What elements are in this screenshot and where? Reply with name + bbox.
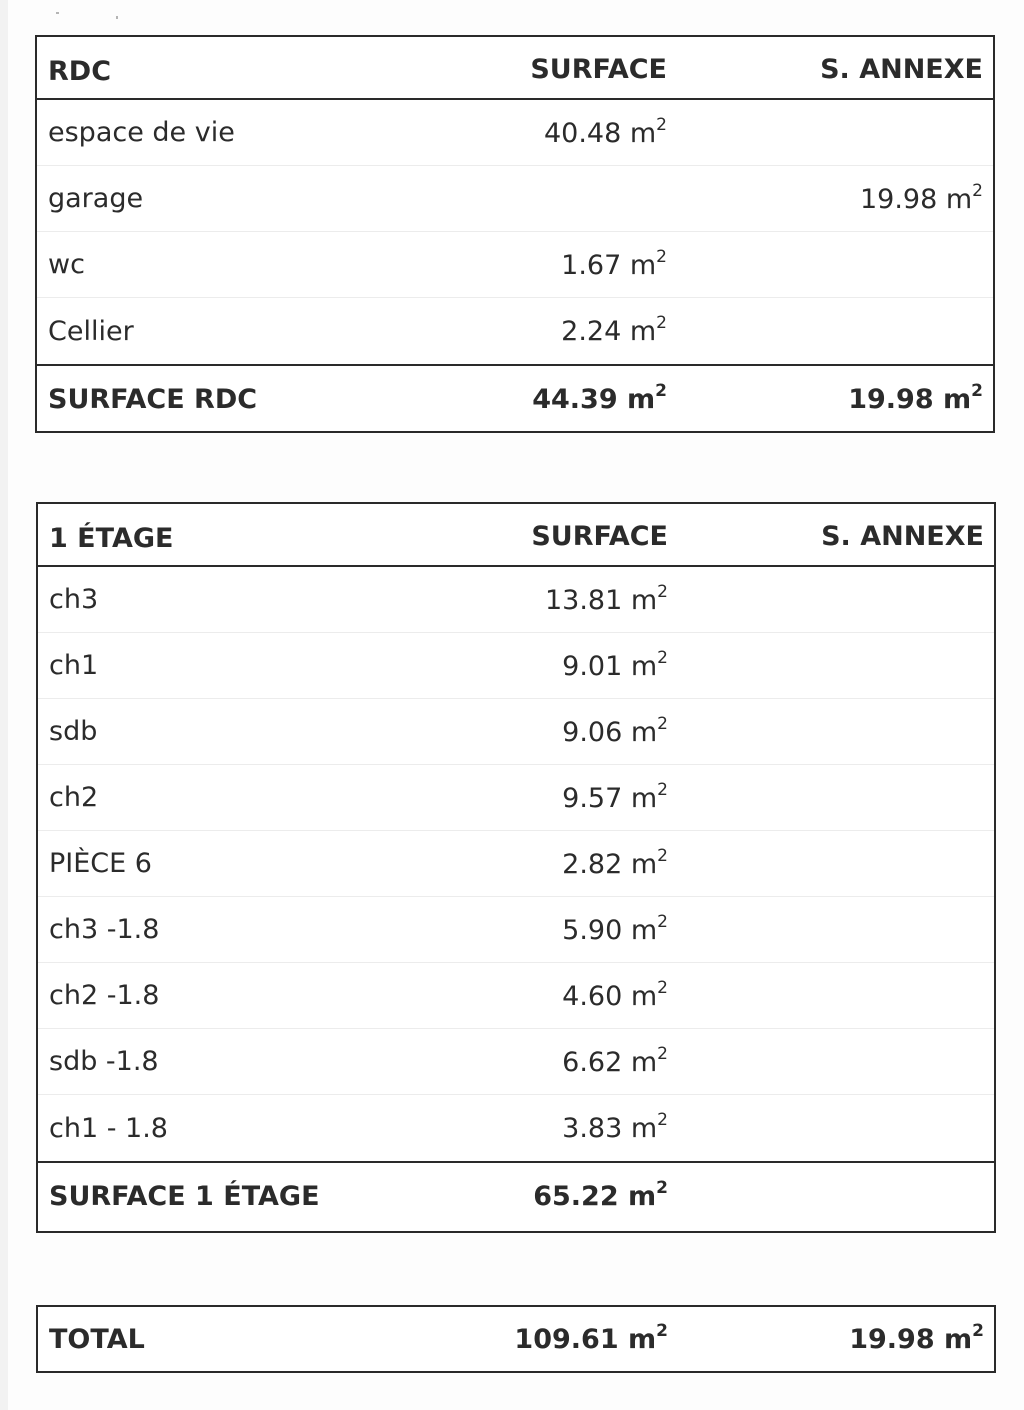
etage-table	[36, 502, 996, 1233]
room-surface: 2.82 $m^2$	[562, 845, 668, 880]
table-row	[38, 699, 994, 765]
room-surface: 5.90 $m^2$	[562, 911, 668, 946]
room-surface: 2.24 $m^2$	[561, 313, 667, 347]
footer-surface: 44.39 $m^2$	[532, 381, 667, 415]
room-name: sdb	[49, 716, 98, 747]
room-name: ch1 - 1.8	[49, 1112, 168, 1144]
room-surface: 13.81 $m^2$	[544, 581, 668, 616]
footer-surface: 65.22 $m^2$	[533, 1178, 668, 1212]
total-surface: 109.61 $m^2$	[514, 1321, 668, 1355]
room-name: espace de vie	[48, 117, 235, 148]
header-surface: SURFACE	[531, 521, 668, 552]
table-header-row	[37, 37, 993, 100]
table-footer-row	[37, 364, 993, 432]
table-row	[37, 298, 993, 364]
room-surface: 4.60 $m^2$	[562, 977, 668, 1012]
footer-label: SURFACE 1 ÉTAGE	[49, 1180, 320, 1212]
footer-label: SURFACE RDC	[48, 383, 258, 415]
room-surface: 1.67 $m^2$	[561, 246, 667, 281]
total-table	[36, 1305, 996, 1373]
footer-annexe: 19.98 $m^2$	[848, 381, 983, 415]
total-row	[38, 1307, 994, 1371]
room-annexe: 19.98 $m^2$	[859, 180, 983, 215]
room-name: ch2	[49, 782, 99, 813]
room-surface: 40.48 $m^2$	[543, 114, 667, 149]
table-row	[38, 897, 994, 963]
room-surface: 9.01 $m^2$	[562, 647, 668, 682]
header-level: RDC	[48, 56, 112, 87]
room-name: PIÈCE 6	[49, 848, 152, 879]
scan-edge-shadow	[0, 0, 8, 1410]
room-name: Cellier	[48, 315, 134, 347]
scan-speck	[56, 12, 59, 14]
table-row	[38, 963, 994, 1029]
table-row	[38, 1029, 994, 1095]
table-row	[38, 633, 994, 699]
table-row	[38, 567, 994, 633]
rdc-table	[35, 35, 995, 433]
header-level: 1 ÉTAGE	[49, 523, 174, 554]
etage-rows	[38, 567, 994, 1161]
room-surface: 3.83 $m^2$	[562, 1110, 668, 1144]
table-row	[38, 831, 994, 897]
room-name: ch1	[49, 650, 99, 681]
total-annexe: 19.98 $m^2$	[849, 1321, 984, 1355]
rdc-rows	[37, 100, 993, 364]
room-name: wc	[48, 249, 85, 280]
table-row	[38, 765, 994, 831]
room-name: sdb -1.8	[49, 1046, 159, 1077]
header-surface: SURFACE	[530, 54, 667, 85]
room-name: ch2 -1.8	[49, 980, 160, 1011]
table-footer-row	[38, 1161, 994, 1229]
room-name: garage	[48, 183, 144, 214]
scan-speck	[116, 16, 118, 19]
total-label: TOTAL	[49, 1323, 145, 1355]
room-surface: 9.06 $m^2$	[562, 713, 668, 748]
room-surface: 6.62 $m^2$	[562, 1043, 668, 1078]
room-surface: 9.57 $m^2$	[562, 779, 668, 814]
room-name: ch3	[49, 584, 99, 615]
room-name: ch3 -1.8	[49, 914, 160, 945]
table-row	[37, 166, 993, 232]
header-annexe: S. ANNEXE	[820, 54, 983, 85]
header-annexe: S. ANNEXE	[821, 521, 984, 552]
table-row	[37, 232, 993, 298]
table-header-row	[38, 504, 994, 567]
table-row	[38, 1095, 994, 1161]
table-row	[37, 100, 993, 166]
